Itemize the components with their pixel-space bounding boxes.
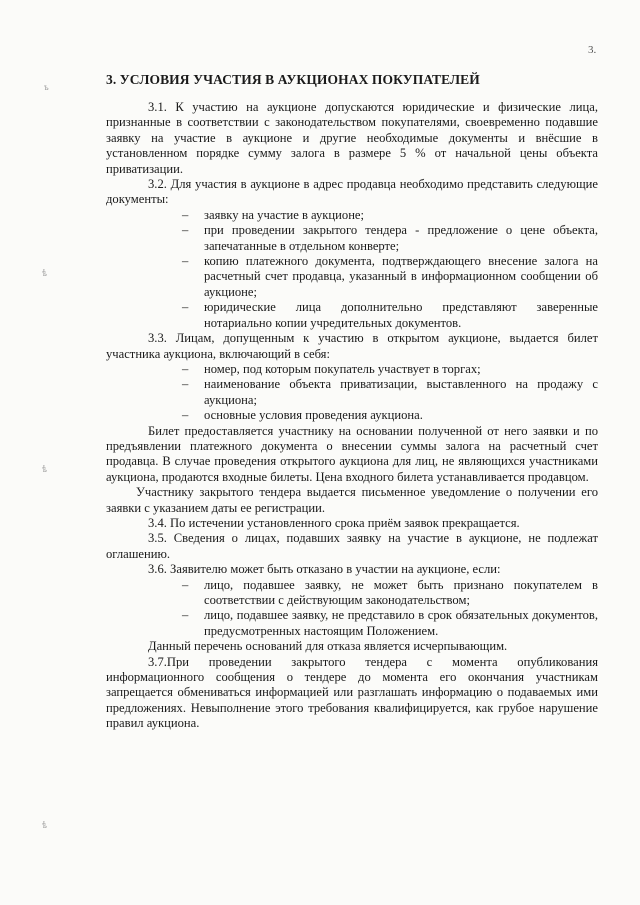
paragraph-3-6: 3.6. Заявителю может быть отказано в участии на аукционе, если: [148,562,501,577]
paragraph-3-5: 3.5. Сведения о лицах, подавших заявку на участие в аукционе, не подлежат оглашению. [106,531,598,561]
paragraph-3-1: 3.1. К участию на аукционе допускаются юридические и физические лица, признанные в соответствии с законодательством покупателями, своевременно подавшие заявку на участие в аукционе и другие необходимые документы и внёсшие в установленном порядке сумму залога в размере 5 % от начальной цены объекта приватизации. [106,100,598,176]
paragraph-ticket: Билет предоставляется участнику на основании полученной от него заявки и по предъявлении платежного документа о внесении суммы залога на расчетный счет продавца. В случае проведения открытого аукциона для лиц, не являющихся участниками аукциона, продаются входные билеты. Цена входного билета устанавливается продавцом. [106,423,598,484]
page-number: 3. [588,44,597,56]
list-item: – номер, под которым покупатель участвует в торгах; [182,361,481,376]
list-item: – копию платежного документа, подтверждающего внесение залога на расчетный счет продавца, указанный в информационном сообщении об аукционе; [182,254,598,299]
paragraph-3-3: 3.3. Лицам, допущенным к участию в открытом аукционе, выдается билет участника аукциона, включающий в себя: [106,331,598,361]
scan-mark: ѣ [42,820,47,830]
scan-mark: ѣ [42,268,47,278]
refusal-reasons-list [106,578,598,640]
documents-list [106,208,598,331]
scan-mark: ъ [44,82,49,92]
section-body [106,100,598,732]
paragraph-3-7: 3.7.При проведении закрытого тендера с момента опубликования информационного сообщения о тендере до момента его окончания участникам запрещается обмениваться информацией или разглашать информацию о подаваемых ими предложениях. Невыполнение этого требования квалифицируется, как грубое нарушение правил аукциона. [106,654,598,731]
paragraph-3-4: 3.4. По истечении установленного срока приём заявок прекращается. [148,515,520,530]
list-item: – наименование объекта приватизации, выставленного на продажу с аукциона; [182,377,598,407]
list-item: – лицо, подавшее заявку, не представило в срок обязательных документов, предусмотренных настоящим Положением. [182,608,598,638]
list-item: – юридические лица дополнительно представляют заверенные нотариально копии учредительных документов. [182,300,598,330]
paragraph-3-2: 3.2. Для участия в аукционе в адрес продавца необходимо представить следующие документы: [106,177,598,207]
section-heading: 3. УСЛОВИЯ УЧАСТИЯ В АУКЦИОНАХ ПОКУПАТЕЛЕЙ [106,72,480,87]
list-item: – при проведении закрытого тендера - предложение о цене объекта, запечатанные в отдельном конверте; [182,223,598,253]
paragraph-notice: Участнику закрытого тендера выдается письменное уведомление о получении его заявки с указанием даты ее регистрации. [106,485,598,515]
list-item: – лицо, подавшее заявку, не может быть признано покупателем в соответствии с действующим законодательством; [182,577,598,607]
list-item: – заявку на участие в аукционе; [182,207,365,222]
scan-mark: ѣ [42,464,47,474]
ticket-contents-list [106,362,598,424]
list-item: – основные условия проведения аукциона. [182,408,423,423]
paragraph-list-final: Данный перечень оснований для отказа является исчерпывающим. [148,639,508,654]
